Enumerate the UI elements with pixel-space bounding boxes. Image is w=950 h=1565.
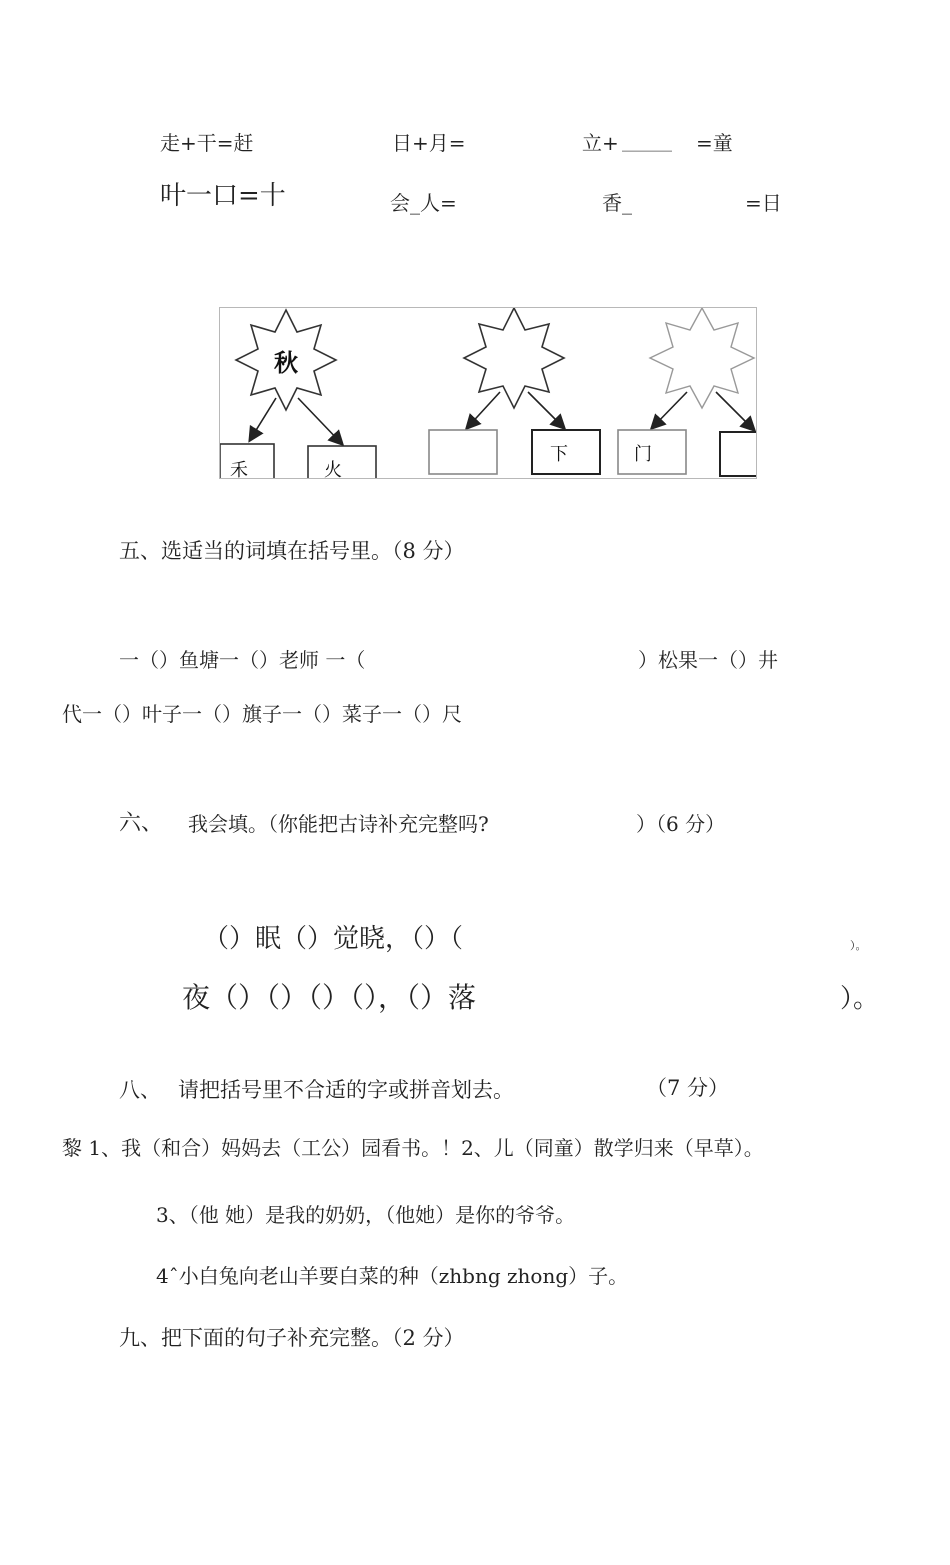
box-2-label: 火 [324, 460, 342, 479]
arrow-3a [652, 392, 687, 428]
arrow-3b [716, 392, 754, 430]
section-8-line-3: 4ˆ小白兔向老山羊要白菜的种（zhbng zhong）子。 [156, 1264, 629, 1288]
arrow-1b [298, 398, 342, 444]
equation-1: 走+干=赶 [160, 131, 254, 155]
section-5-line-1b: ）松果一（）井 [638, 648, 778, 672]
poem-line-2a: 夜（）（）（）（），（）落 [182, 981, 477, 1014]
poem-line-2b: ）。 [840, 984, 880, 1014]
section-5-line-2: 代一（）叶子一（）旗子一（）菜子一（）尺 [62, 702, 462, 726]
section-8-title: 请把括号里不合适的字或拼音划去。 [178, 1078, 514, 1102]
equation-3-suffix: =童 [696, 131, 733, 155]
equation-5: 会_人= [390, 191, 457, 215]
section-6-title-b: ）（6 分） [636, 812, 726, 836]
section-6-number: 六、 [119, 811, 164, 836]
section-8-line-2: 3、（他 她）是我的奶奶，（他她）是你的爷爷。 [156, 1203, 576, 1227]
box-5-label: 门 [634, 444, 652, 465]
section-8-line-1: 黎 1、我（和合）妈妈去（工公）园看书。！2、儿（同童）散学归来（早草）。 [62, 1136, 764, 1160]
answer-box-3[interactable] [429, 430, 497, 474]
section-9-title: 九、把下面的句子补充完整。（2 分） [119, 1326, 465, 1350]
star-shape-2 [464, 308, 564, 408]
arrow-2b [528, 392, 564, 428]
arrow-1a [250, 398, 276, 440]
answer-box-5[interactable] [618, 430, 686, 474]
equation-3-blank[interactable]: _____ [622, 128, 672, 152]
section-5-title: 五、选适当的词填在括号里。（8 分） [119, 539, 465, 563]
poem-line-1b: ）。 [850, 939, 867, 952]
box-4-label: 下 [550, 444, 568, 465]
section-8-number: 八、 [119, 1078, 161, 1102]
poem-line-1a: （）眠（）觉晓，（）（ [203, 924, 464, 954]
star-shape-3 [650, 308, 754, 408]
section-6-title-a: 我会填。（你能把古诗补充完整吗? [188, 812, 489, 836]
equation-6-suffix: =日 [745, 191, 782, 215]
star-1-label: 秋 [274, 349, 298, 377]
equation-3-prefix: 立+ [582, 131, 619, 155]
equation-4: 叶一口=十 [160, 181, 286, 211]
arrow-2a [467, 392, 500, 428]
section-5-line-1a: 一（）鱼塘一（）老师 一（ [119, 648, 366, 672]
box-1-label: 禾 [230, 460, 248, 479]
equation-2: 日+月= [392, 131, 466, 155]
answer-box-2[interactable] [308, 446, 376, 479]
answer-box-6[interactable] [720, 432, 757, 476]
section-8-score: （7 分） [646, 1076, 730, 1100]
character-split-diagram [219, 307, 757, 479]
equation-6-prefix: 香_ [602, 191, 632, 215]
